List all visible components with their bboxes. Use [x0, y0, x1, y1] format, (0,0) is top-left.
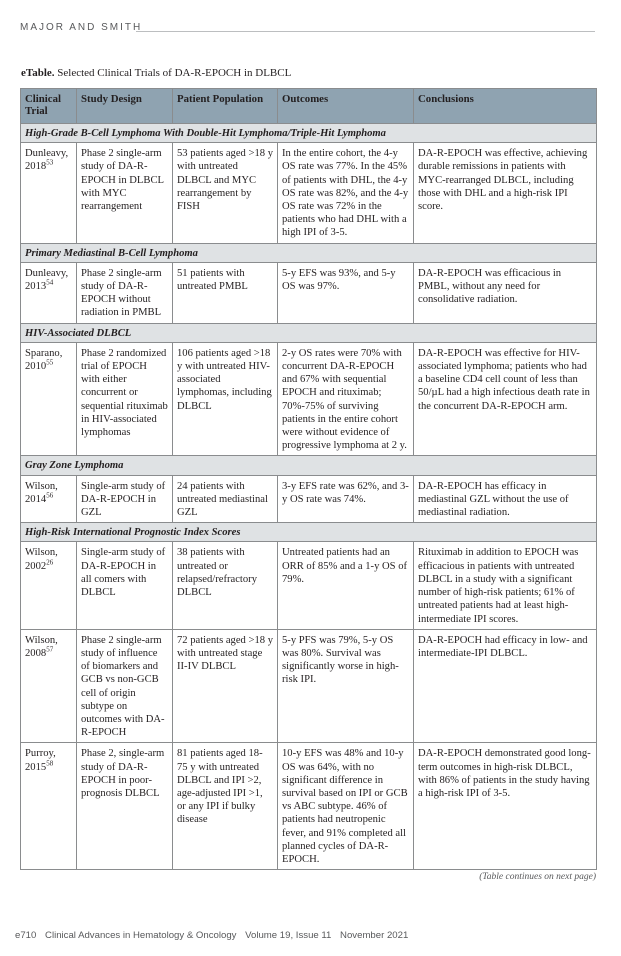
header-conclusions: Conclusions — [414, 89, 597, 124]
section-title: Gray Zone Lymphoma — [21, 456, 597, 475]
header-rule — [136, 31, 595, 32]
reference-number: 55 — [46, 358, 54, 367]
cell-study-design: Phase 2 single-arm study of DA-R-EPOCH in DLBCL with MYC rearrangement — [77, 143, 173, 243]
section-row — [21, 456, 597, 475]
header-outcomes: Outcomes — [278, 89, 414, 124]
trial-name: Wilson, 2002 — [25, 547, 58, 572]
cell-clinical-trial — [21, 743, 77, 870]
cell-conclusions: DA-R-EPOCH was effective for HIV-associated lymphoma; patients who had a baseline CD4 cell count of less than 50/µL had a high infectious death rate in the concurrent DA-R-EPOCH arm. — [414, 342, 597, 456]
section-title: HIV-Associated DLBCL — [21, 323, 597, 342]
cell-study-design: Phase 2 single-arm study of influence of biomarkers and GCB vs non-GCB cell of origin subtype on outcomes with DA-R-EPOCH — [77, 629, 173, 743]
cell-clinical-trial — [21, 542, 77, 629]
cell-conclusions: DA-R-EPOCH had efficacy in low- and intermediate-IPI DLBCL. — [414, 629, 597, 743]
reference-number: 26 — [46, 558, 54, 567]
trial-name: Dunleavy, 2013 — [25, 267, 69, 293]
trial-name: Wilson, 2014 — [25, 480, 58, 505]
page-number: e710 — [15, 930, 37, 941]
section-title: Primary Mediastinal B-Cell Lymphoma — [21, 243, 597, 262]
cell-clinical-trial — [21, 143, 77, 243]
cell-study-design: Phase 2, single-arm study of DA-R-EPOCH in poor-prognosis DLBCL — [77, 743, 173, 870]
trial-name: Wilson, 2008 — [25, 634, 58, 659]
journal-date: November 2021 — [340, 930, 409, 941]
cell-outcomes: 10-y EFS was 48% and 10-y OS was 64%, with no significant difference in survival based on IPI or GCB vs ABC subtype. 46% of patients had neutropenic fever, and 91% completed all planned cycles of DA-R-EPOCH. — [278, 743, 414, 870]
table-row — [21, 475, 597, 523]
cell-clinical-trial — [21, 262, 77, 323]
page-footer — [15, 930, 414, 941]
cell-clinical-trial — [21, 629, 77, 743]
table-row — [21, 262, 597, 323]
cell-study-design: Phase 2 single-arm study of DA-R-EPOCH without radiation in PMBL — [77, 262, 173, 323]
header-clinical-trial: Clinical Trial — [21, 89, 77, 124]
cell-outcomes: 5-y EFS was 93%, and 5-y OS was 97%. — [278, 262, 414, 323]
cell-outcomes: Untreated patients had an ORR of 85% and a 1-y OS of 79%. — [278, 542, 414, 629]
trial-name: Sparano, 2010 — [25, 347, 63, 373]
cell-clinical-trial — [21, 475, 77, 523]
cell-study-design: Phase 2 randomized trial of EPOCH with either concurrent or sequential rituximab in HIV-associated lymphomas — [77, 342, 173, 456]
table-row — [21, 629, 597, 743]
cell-study-design: Single-arm study of DA-R-EPOCH in GZL — [77, 475, 173, 523]
reference-number: 57 — [46, 645, 54, 654]
cell-study-design: Single-arm study of DA-R-EPOCH in all comers with DLBCL — [77, 542, 173, 629]
table-row — [21, 743, 597, 870]
cell-conclusions: DA-R-EPOCH demonstrated good long-term outcomes in high-risk DLBCL, with 86% of patients in the study having a high-risk IPI of 3-5. — [414, 743, 597, 870]
table-row — [21, 342, 597, 456]
journal-name: Clinical Advances in Hematology & Oncology — [45, 930, 237, 941]
table-row — [21, 542, 597, 629]
table-body — [21, 124, 597, 870]
cell-patient-population: 81 patients aged 18-75 y with untreated DLBCL and IPI >2, age-adjusted IPI >1, or any IPI if bulky disease — [173, 743, 278, 870]
header-row — [21, 89, 597, 124]
section-row — [21, 523, 597, 542]
cell-conclusions: DA-R-EPOCH has efficacy in mediastinal GZL without the use of mediastinal radiation. — [414, 475, 597, 523]
caption-label: eTable. — [21, 67, 55, 79]
reference-number: 58 — [46, 759, 54, 767]
reference-number: 54 — [46, 278, 54, 287]
section-row — [21, 323, 597, 342]
continues-note: (Table continues on next page) — [479, 872, 596, 882]
cell-conclusions: DA-R-EPOCH was effective, achieving durable remissions in patients with MYC-rearranged DLBCL, including those with DHL and a high-risk IPI score. — [414, 143, 597, 243]
trials-table — [20, 88, 597, 870]
section-title: High-Risk International Prognostic Index Scores — [21, 523, 597, 542]
header-patient-population: Patient Population — [173, 89, 278, 124]
cell-conclusions: DA-R-EPOCH was efficacious in PMBL, without any need for consolidative radiation. — [414, 262, 597, 323]
cell-outcomes: 5-y PFS was 79%, 5-y OS was 80%. Survival was significantly worse in high-risk IPI. — [278, 629, 414, 743]
trial-name: Dunleavy, 2018 — [25, 148, 69, 173]
section-row — [21, 124, 597, 143]
table-row — [21, 143, 597, 243]
reference-number: 53 — [46, 158, 54, 167]
journal-volume: Volume 19, Issue 11 — [245, 930, 332, 941]
reference-number: 56 — [46, 491, 54, 500]
cell-outcomes: In the entire cohort, the 4-y OS rate was 77%. In the 45% of patients with DHL, the 4-y OS rate was 82%, and the 4-y OS rate was 72% in the patients who had DHL with a high IPI of 3-5. — [278, 143, 414, 243]
cell-outcomes: 3-y EFS rate was 62%, and 3-y OS rate was 74%. — [278, 475, 414, 523]
cell-patient-population: 53 patients aged >18 y with untreated DLBCL and MYC rearrangement by FISH — [173, 143, 278, 243]
cell-patient-population: 72 patients aged >18 y with untreated stage II-IV DLBCL — [173, 629, 278, 743]
cell-patient-population: 24 patients with untreated mediastinal GZL — [173, 475, 278, 523]
table-caption — [21, 67, 291, 79]
trial-name: Purroy, 2015 — [25, 748, 56, 773]
caption-text: Selected Clinical Trials of DA-R-EPOCH in DLBCL — [57, 67, 292, 79]
cell-patient-population: 38 patients with untreated or relapsed/refractory DLBCL — [173, 542, 278, 629]
cell-patient-population: 106 patients aged >18 y with untreated HIV-associated lymphomas, including DLBCL — [173, 342, 278, 456]
cell-outcomes: 2-y OS rates were 70% with concurrent DA-R-EPOCH and 67% with sequential EPOCH and rituximab; 70%-75% of surviving patients in the entire cohort were without evidence of progressive lymphoma at 2 y. — [278, 342, 414, 456]
cell-clinical-trial — [21, 342, 77, 456]
header-study-design: Study Design — [77, 89, 173, 124]
running-head: MAJOR AND SMITH — [20, 22, 143, 33]
section-row — [21, 243, 597, 262]
section-title: High-Grade B-Cell Lymphoma With Double-Hit Lymphoma/Triple-Hit Lymphoma — [21, 124, 597, 143]
cell-patient-population: 51 patients with untreated PMBL — [173, 262, 278, 323]
cell-conclusions: Rituximab in addition to EPOCH was efficacious in patients with untreated DLBCL in a study with a significant number of high-risk patients; 61% of untreated patients had at least high-intermediate IPI scores. — [414, 542, 597, 629]
